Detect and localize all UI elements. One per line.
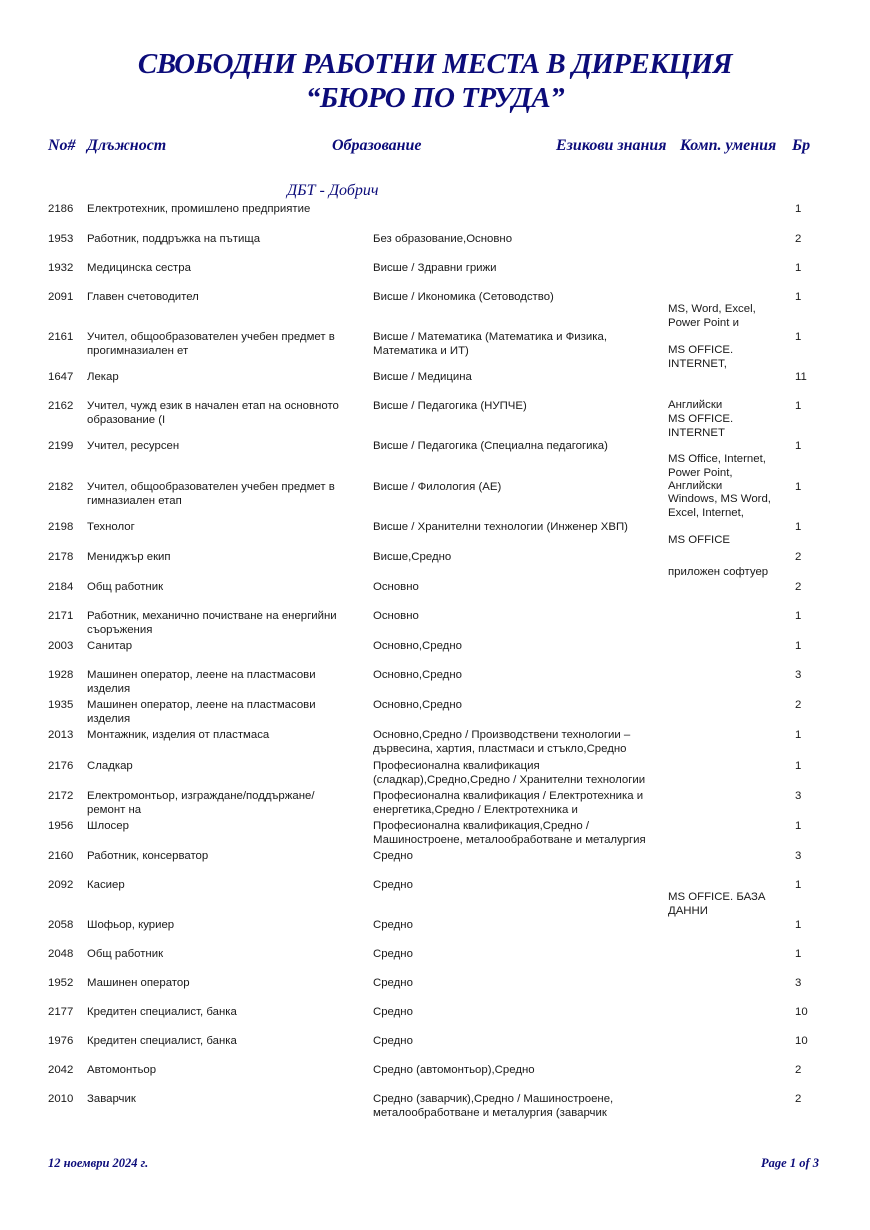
row-number: 2199 [48, 440, 74, 452]
row-education: Висше,Средно [373, 551, 452, 563]
row-count: 2 [795, 699, 802, 711]
row-position: Машинен оператор, леене на пластмасови изделия [87, 669, 316, 695]
row-number: 2184 [48, 581, 74, 593]
row-position: Технолог [87, 521, 135, 533]
row-count: 1 [795, 820, 802, 832]
row-position: Касиер [87, 879, 125, 891]
row-count: 10 [795, 1006, 808, 1018]
row-count: 1 [795, 203, 802, 215]
row-number: 2010 [48, 1093, 74, 1105]
row-education: Средно [373, 879, 413, 891]
row-education: Без образование,Основно [373, 233, 513, 245]
row-position: Работник, механично почистване на енергийни съоръжения [87, 610, 337, 636]
row-education: Средно (автомонтьор),Средно [373, 1064, 535, 1076]
row-count: 1 [795, 948, 802, 960]
row-education: Средно [373, 919, 413, 931]
row-education: Основно,Средно [373, 669, 462, 681]
row-education: Средно [373, 977, 413, 989]
row-count: 1 [795, 440, 802, 452]
row-number: 2162 [48, 400, 74, 412]
row-position: Общ работник [87, 581, 164, 593]
row-position: Машинен оператор, леене на пластмасови изделия [87, 699, 316, 725]
header-no: No# [48, 137, 76, 154]
row-position: Учител, общообразователен учебен предмет в гимназиален етап [87, 481, 335, 507]
row-count: 1 [795, 610, 802, 622]
row-position: Учител, общообразователен учебен предмет в прогимназиален ет [87, 331, 335, 357]
row-education: Професионална квалификация (сладкар),Средно,Средно / Хранителни технологии [373, 760, 646, 786]
row-position: Мениджър екип [87, 551, 171, 563]
row-education: Средно [373, 1006, 413, 1018]
row-count: 1 [795, 521, 802, 533]
row-education: Основно,Средно [373, 640, 462, 652]
row-number: 2178 [48, 551, 74, 563]
row-number: 2186 [48, 203, 74, 215]
row-number: 1956 [48, 820, 74, 832]
row-education: Висше / Хранителни технологии (Инженер ХВП) [373, 521, 628, 533]
row-position: Сладкар [87, 760, 133, 772]
row-number: 2003 [48, 640, 74, 652]
row-position: Медицинска сестра [87, 262, 191, 274]
row-count: 3 [795, 790, 802, 802]
page-title-line-1: СВОБОДНИ РАБОТНИ МЕСТА В ДИРЕКЦИЯ [137, 48, 733, 80]
row-count: 1 [795, 919, 802, 931]
row-position: Учител, чужд език в начален етап на основното образование (I [87, 400, 339, 426]
footer-date: 12 ноември 2024 г. [48, 1156, 149, 1170]
row-position: Работник, консерватор [87, 850, 209, 862]
row-position: Лекар [87, 371, 119, 383]
row-number: 1952 [48, 977, 74, 989]
row-number: 2182 [48, 481, 74, 493]
skills-note: Windows, MS Word, Excel, Internet, [668, 493, 771, 519]
skills-note: MS Office, Internet, Power Point, [668, 453, 766, 479]
row-count: 1 [795, 729, 802, 741]
row-education: Висше / Педагогика (Специална педагогика) [373, 440, 608, 452]
row-count: 1 [795, 760, 802, 772]
row-count: 10 [795, 1035, 808, 1047]
skills-note: MS OFFICE. БАЗА ДАННИ [668, 891, 766, 917]
row-count: 3 [795, 669, 802, 681]
row-education: Основно [373, 610, 419, 622]
row-education: Основно,Средно [373, 699, 462, 711]
header-languages: Езикови знания [556, 137, 667, 154]
row-count: 2 [795, 233, 802, 245]
row-position: Общ работник [87, 948, 164, 960]
row-position: Монтажник, изделия от пластмаса [87, 729, 270, 741]
row-count: 3 [795, 977, 802, 989]
skills-note: MS OFFICE [668, 534, 731, 546]
row-number: 2161 [48, 331, 74, 343]
skills-note: MS OFFICE. INTERNET [668, 413, 734, 439]
row-position: Автомонтьор [87, 1064, 157, 1076]
row-education: Основно,Средно / Производствени технологии – дървесина, хартия, пластмаси и стъкло,Средно [373, 729, 631, 755]
row-number: 2171 [48, 610, 74, 622]
row-education: Средно [373, 850, 413, 862]
row-position: Шофьор, куриер [87, 919, 175, 931]
footer-page: Page 1 of 3 [761, 1156, 819, 1170]
skills-note: Английски [668, 480, 723, 492]
row-education: Професионална квалификация / Електротехника и енергетика,Средно / Електротехника и [373, 790, 644, 816]
row-education: Основно [373, 581, 419, 593]
row-number: 2091 [48, 291, 74, 303]
row-education: Висше / Здравни грижи [373, 262, 497, 274]
row-count: 3 [795, 850, 802, 862]
row-position: Кредитен специалист, банка [87, 1006, 237, 1018]
row-number: 2172 [48, 790, 74, 802]
section-title: ДБТ - Добрич [287, 182, 379, 199]
header-computer-skills: Комп. умения [680, 137, 777, 154]
row-number: 2013 [48, 729, 74, 741]
row-education: Професионална квалификация,Средно / Машиностроене, металообработване и металургия [373, 820, 646, 846]
row-position: Работник, поддръжка на пътища [87, 233, 261, 245]
row-count: 1 [795, 879, 802, 891]
row-count: 1 [795, 400, 802, 412]
row-number: 2048 [48, 948, 74, 960]
skills-note: MS OFFICE. INTERNET, [668, 344, 734, 370]
row-education: Висше / Педагогика (НУПЧЕ) [373, 400, 527, 412]
row-number: 2198 [48, 521, 74, 533]
row-number: 2042 [48, 1064, 74, 1076]
row-number: 1928 [48, 669, 74, 681]
row-education: Средно (заварчик),Средно / Машиностроене, металообработване и металургия (заварчик [373, 1093, 614, 1119]
row-number: 1976 [48, 1035, 74, 1047]
row-number: 1953 [48, 233, 74, 245]
row-position: Главен счетоводител [87, 291, 199, 303]
row-number: 1935 [48, 699, 74, 711]
row-count: 1 [795, 291, 802, 303]
row-number: 2176 [48, 760, 74, 772]
row-position: Кредитен специалист, банка [87, 1035, 237, 1047]
row-position: Учител, ресурсен [87, 440, 180, 452]
row-education: Средно [373, 948, 413, 960]
row-count: 1 [795, 331, 802, 343]
skills-note: MS, Word, Excel, Power Point и [668, 303, 756, 329]
row-number: 1647 [48, 371, 74, 383]
row-count: 2 [795, 1064, 802, 1076]
row-education: Висше / Медицина [373, 371, 472, 383]
row-position: Заварчик [87, 1093, 136, 1105]
row-number: 2092 [48, 879, 74, 891]
row-position: Шлосер [87, 820, 129, 832]
row-education: Висше / Филология (АЕ) [373, 481, 502, 493]
row-number: 2160 [48, 850, 74, 862]
row-education: Средно [373, 1035, 413, 1047]
row-count: 2 [795, 551, 802, 563]
skills-note: приложен софтуер [668, 566, 769, 578]
row-count: 2 [795, 581, 802, 593]
row-education: Висше / Икономика (Сетоводство) [373, 291, 554, 303]
skills-note: Английски [668, 399, 723, 411]
page-title-line-2: “БЮРО ПО ТРУДА” [305, 82, 565, 114]
row-count: 1 [795, 640, 802, 652]
row-position: Електротехник, промишлено предприятие [87, 203, 311, 215]
row-number: 1932 [48, 262, 74, 274]
row-number: 2058 [48, 919, 74, 931]
row-count: 1 [795, 262, 802, 274]
row-number: 2177 [48, 1006, 74, 1018]
header-position: Длъжност [87, 137, 167, 154]
row-position: Машинен оператор [87, 977, 190, 989]
header-education: Образование [332, 137, 422, 154]
header-count: Бр [792, 137, 811, 154]
row-position: Електромонтьор, изграждане/поддържане/ремонт на [87, 790, 315, 816]
row-count: 2 [795, 1093, 802, 1105]
row-count: 1 [795, 481, 802, 493]
row-count: 11 [795, 371, 807, 383]
row-education: Висше / Математика (Математика и Физика, Математика и ИТ) [373, 331, 607, 357]
row-position: Санитар [87, 640, 133, 652]
